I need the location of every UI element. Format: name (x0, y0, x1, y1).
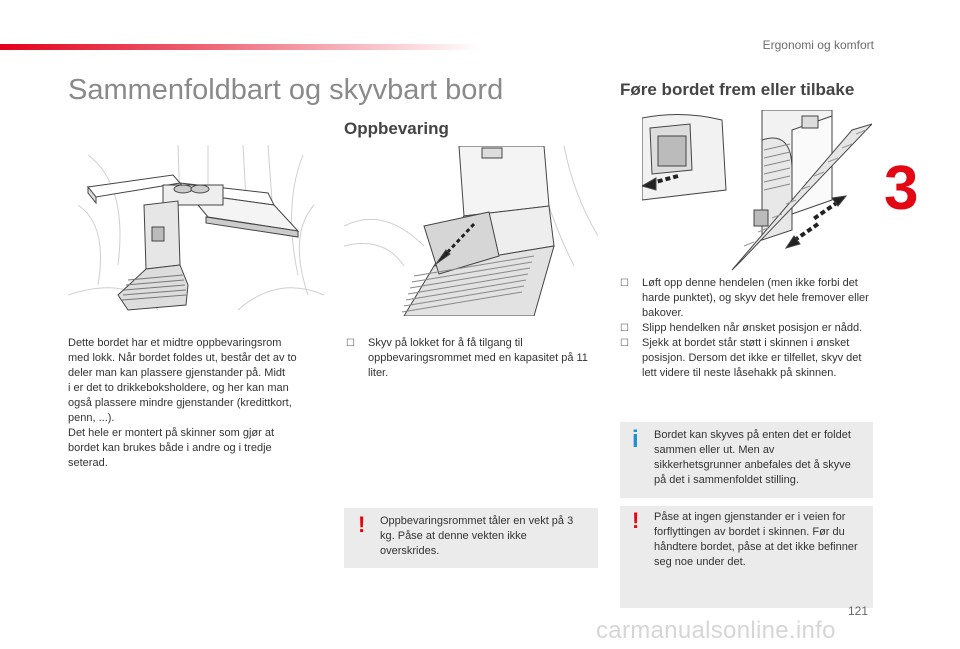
bullet-text: Løft opp denne hendelen (men ikke forbi det harde punktet), og skyv det hele fremover eller bakover. (642, 277, 869, 319)
list-item (346, 336, 596, 381)
storage-warning-box (344, 508, 598, 568)
description-line: Dette bordet har et midtre oppbevaringsrom (68, 337, 282, 349)
description-line: også plassere mindre gjenstander (kredittkort, (68, 397, 292, 409)
description-line: Det hele er montert på skinner som gjør at (68, 427, 275, 439)
description-line: med lokk. Når bordet foldes ut, består det av to (68, 352, 297, 364)
info-box (620, 422, 873, 498)
description-line: i er det to drikkeboksholdere, og her kan man (68, 382, 289, 394)
move-table-heading: Føre bordet frem eller tilbake (620, 80, 855, 99)
bullet-text: Slipp hendelken når ønsket posisjon er nådd. (642, 322, 863, 334)
chapter-number: 3 (884, 154, 919, 223)
section-title: Ergonomi og komfort (762, 38, 874, 52)
info-icon: i (632, 426, 639, 453)
watermark: carmanualsonline.info (596, 617, 836, 644)
description-line: seterad. (68, 457, 108, 469)
square-bullet-icon: ☐ (620, 278, 629, 289)
move-table-warning-box (620, 506, 873, 608)
page-number: 121 (847, 604, 868, 618)
storage-compartment-illustration (344, 146, 598, 316)
bullet-text: Sjekk at bordet står støtt i skinnen i ønsket posisjon. Dersom det ikke er tilfellet, skyv det lett videre til neste låsehakk på skinnen. (642, 337, 862, 379)
list-item (620, 276, 872, 321)
header-accent-bar (0, 44, 480, 50)
storage-bullet-list (346, 336, 596, 381)
square-bullet-icon: ☐ (620, 323, 629, 334)
description-line: bordet kan brukes både i andre og i tredje (68, 442, 272, 454)
unfolded-table-illustration (68, 145, 324, 317)
description-line: penn, ...). (68, 412, 115, 424)
list-item (620, 321, 872, 336)
square-bullet-icon: ☐ (620, 338, 629, 349)
description-line: deler man kan plassere gjenstander på. Midt (68, 367, 286, 379)
info-text: Bordet kan skyves på enten det er foldet sammen eller ut. Men av sikkerhetsgrunner anbefales det å skyve på det i sammenfoldet stilling. (654, 429, 851, 486)
bullet-text: Skyv på lokket for å få tilgang til oppbevaringsrommet med en kapasitet på 11 liter. (368, 337, 588, 379)
warning-text: Oppbevaringsrommet tåler en vekt på 3 kg. Påse at denne vekten ikke overskrides. (380, 515, 574, 557)
exclamation-icon: ! (358, 512, 366, 537)
warning-text: Påse at ingen gjenstander er i veien for forflyttingen av bordet i skinnen. Før du håndtere bordet, påse at det ikke befinner seg noe under det. (654, 511, 858, 568)
square-bullet-icon: ☐ (346, 338, 355, 349)
storage-heading: Oppbevaring (344, 119, 449, 138)
table-rail-illustration (642, 110, 872, 276)
description-text (68, 336, 328, 471)
page-title: Sammenfoldbart og skyvbart bord (68, 74, 504, 106)
list-item (620, 336, 872, 381)
move-table-bullet-list (620, 276, 872, 381)
exclamation-icon: ! (632, 508, 640, 533)
